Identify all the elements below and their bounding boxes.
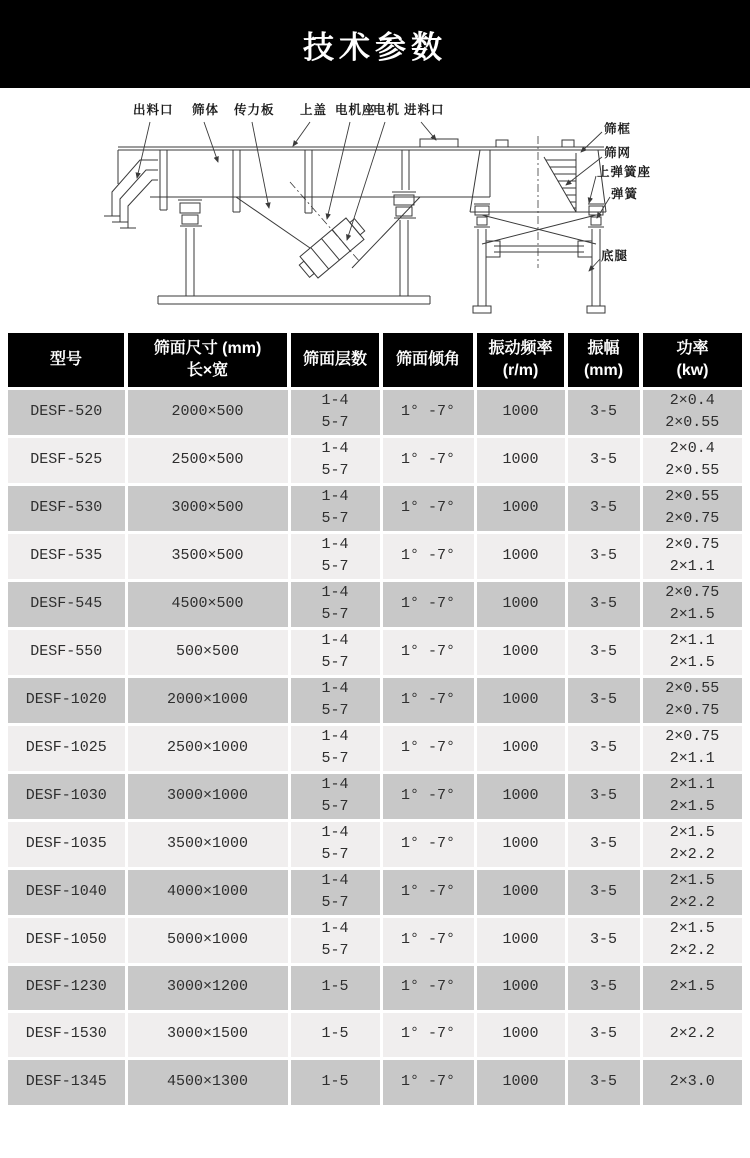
cell-angle: 1° -7° xyxy=(381,1058,475,1105)
cell-model: DESF-545 xyxy=(30,594,103,612)
diagram-label-motor-base: 电机座 xyxy=(335,103,376,117)
cell-amp: 3-5 xyxy=(566,676,641,724)
cell-size: 4500×500 xyxy=(126,580,289,628)
cell-model: DESF-1020 xyxy=(25,690,107,708)
cell-layers: 1-4 5-7 xyxy=(289,580,381,628)
cell-power: 2×3.0 xyxy=(641,1058,742,1105)
cell-freq: 1000 xyxy=(475,676,566,724)
cell-size: 3500×500 xyxy=(126,532,289,580)
machine-structure-diagram xyxy=(0,88,750,333)
diagram-label-force-plate: 传力板 xyxy=(234,103,275,117)
cell-power: 2×0.55 2×0.75 xyxy=(641,676,742,724)
cell-size: 5000×1000 xyxy=(126,916,289,964)
cell-model: DESF-1050 xyxy=(25,930,107,948)
table-row xyxy=(8,772,742,820)
table-row xyxy=(8,916,742,964)
cell-angle: 1° -7° xyxy=(381,580,475,628)
cell-model: DESF-1530 xyxy=(25,1025,107,1043)
table-row xyxy=(8,868,742,916)
table-row xyxy=(8,676,742,724)
cell-freq: 1000 xyxy=(475,1058,566,1105)
diagram-label-top-cover: 上盖 xyxy=(300,103,328,117)
cell-power: 2×1.5 2×2.2 xyxy=(641,868,742,916)
spec-table xyxy=(8,333,742,1105)
cell-size: 2500×500 xyxy=(126,436,289,484)
cell-amp: 3-5 xyxy=(566,1011,641,1058)
cell-amp: 3-5 xyxy=(566,580,641,628)
spec-table-body xyxy=(8,388,742,1105)
cell-angle: 1° -7° xyxy=(381,484,475,532)
cell-layers: 1-4 5-7 xyxy=(289,868,381,916)
diagram-label-upper-spring-seat: 上弹簧座 xyxy=(597,165,652,179)
page-title-banner xyxy=(0,0,750,88)
diagram-label-screen-mesh: 筛网 xyxy=(604,146,632,160)
table-row xyxy=(8,724,742,772)
cell-power: 2×0.4 2×0.55 xyxy=(641,436,742,484)
cell-power: 2×0.75 2×1.5 xyxy=(641,580,742,628)
cell-power: 2×2.2 xyxy=(641,1011,742,1058)
cell-freq: 1000 xyxy=(475,820,566,868)
cell-freq: 1000 xyxy=(475,1011,566,1058)
cell-size: 4000×1000 xyxy=(126,868,289,916)
cell-angle: 1° -7° xyxy=(381,388,475,436)
diagram-label-discharge-port: 出料口 xyxy=(133,103,174,117)
cell-amp: 3-5 xyxy=(566,1058,641,1105)
cell-freq: 1000 xyxy=(475,772,566,820)
table-row xyxy=(8,436,742,484)
cell-amp: 3-5 xyxy=(566,436,641,484)
cell-freq: 1000 xyxy=(475,580,566,628)
page-title: 技术参数 xyxy=(303,29,447,65)
cell-model: DESF-535 xyxy=(30,546,103,564)
cell-model: DESF-1040 xyxy=(25,882,107,900)
diagram-label-screen-frame: 筛框 xyxy=(604,122,632,136)
cell-freq: 1000 xyxy=(475,724,566,772)
col-header-power: 功率 (kw) xyxy=(641,333,742,388)
cell-freq: 1000 xyxy=(475,532,566,580)
cell-layers: 1-5 xyxy=(289,964,381,1011)
table-row xyxy=(8,484,742,532)
cell-freq: 1000 xyxy=(475,964,566,1011)
vibrating-screen-drawing xyxy=(0,88,750,333)
col-header-size: 筛面尺寸 (mm) 长×宽 xyxy=(126,333,289,388)
cell-freq: 1000 xyxy=(475,484,566,532)
col-header-frequency: 振动频率 (r/m) xyxy=(475,333,566,388)
cell-size: 3000×500 xyxy=(126,484,289,532)
cell-layers: 1-4 5-7 xyxy=(289,916,381,964)
table-row xyxy=(8,1058,742,1105)
col-header-model: 型号 xyxy=(8,333,126,388)
cell-layers: 1-4 5-7 xyxy=(289,484,381,532)
table-row xyxy=(8,580,742,628)
cell-model: DESF-1025 xyxy=(25,738,107,756)
cell-amp: 3-5 xyxy=(566,388,641,436)
cell-angle: 1° -7° xyxy=(381,436,475,484)
cell-power: 2×1.1 2×1.5 xyxy=(641,772,742,820)
cell-layers: 1-5 xyxy=(289,1058,381,1105)
col-header-layers: 筛面层数 xyxy=(289,333,381,388)
cell-amp: 3-5 xyxy=(566,964,641,1011)
col-header-angle: 筛面倾角 xyxy=(381,333,475,388)
table-row xyxy=(8,628,742,676)
cell-power: 2×1.5 xyxy=(641,964,742,1011)
cell-model: DESF-525 xyxy=(30,450,103,468)
diagram-label-spring: 弹簧 xyxy=(611,187,639,201)
cell-model: DESF-530 xyxy=(30,498,103,516)
cell-angle: 1° -7° xyxy=(381,916,475,964)
cell-freq: 1000 xyxy=(475,388,566,436)
spec-table-header xyxy=(8,333,742,388)
cell-freq: 1000 xyxy=(475,868,566,916)
cell-model: DESF-1230 xyxy=(25,978,107,996)
cell-size: 3500×1000 xyxy=(126,820,289,868)
table-row xyxy=(8,388,742,436)
cell-power: 2×0.75 2×1.1 xyxy=(641,532,742,580)
cell-layers: 1-4 5-7 xyxy=(289,820,381,868)
cell-amp: 3-5 xyxy=(566,772,641,820)
cell-power: 2×1.1 2×1.5 xyxy=(641,628,742,676)
cell-layers: 1-4 5-7 xyxy=(289,724,381,772)
cell-model: DESF-550 xyxy=(30,642,103,660)
cell-angle: 1° -7° xyxy=(381,1011,475,1058)
cell-layers: 1-4 5-7 xyxy=(289,388,381,436)
cell-amp: 3-5 xyxy=(566,724,641,772)
diagram-label-screen-body: 筛体 xyxy=(192,103,220,117)
cell-size: 500×500 xyxy=(126,628,289,676)
cell-power: 2×1.5 2×2.2 xyxy=(641,820,742,868)
cell-angle: 1° -7° xyxy=(381,676,475,724)
cell-layers: 1-4 5-7 xyxy=(289,436,381,484)
cell-angle: 1° -7° xyxy=(381,724,475,772)
cell-amp: 3-5 xyxy=(566,868,641,916)
cell-angle: 1° -7° xyxy=(381,964,475,1011)
cell-amp: 3-5 xyxy=(566,484,641,532)
cell-size: 2000×1000 xyxy=(126,676,289,724)
diagram-label-feed-port: 进料口 xyxy=(404,103,445,117)
cell-power: 2×0.75 2×1.1 xyxy=(641,724,742,772)
cell-power: 2×1.5 2×2.2 xyxy=(641,916,742,964)
cell-amp: 3-5 xyxy=(566,820,641,868)
cell-layers: 1-4 5-7 xyxy=(289,628,381,676)
cell-angle: 1° -7° xyxy=(381,628,475,676)
cell-layers: 1-5 xyxy=(289,1011,381,1058)
cell-layers: 1-4 5-7 xyxy=(289,532,381,580)
cell-freq: 1000 xyxy=(475,628,566,676)
table-row xyxy=(8,964,742,1011)
cell-freq: 1000 xyxy=(475,436,566,484)
cell-size: 3000×1000 xyxy=(126,772,289,820)
cell-angle: 1° -7° xyxy=(381,772,475,820)
cell-angle: 1° -7° xyxy=(381,868,475,916)
cell-angle: 1° -7° xyxy=(381,532,475,580)
cell-amp: 3-5 xyxy=(566,628,641,676)
cell-amp: 3-5 xyxy=(566,532,641,580)
cell-freq: 1000 xyxy=(475,916,566,964)
cell-size: 2500×1000 xyxy=(126,724,289,772)
cell-amp: 3-5 xyxy=(566,916,641,964)
cell-model: DESF-1030 xyxy=(25,786,107,804)
cell-power: 2×0.55 2×0.75 xyxy=(641,484,742,532)
cell-angle: 1° -7° xyxy=(381,820,475,868)
table-row xyxy=(8,532,742,580)
cell-power: 2×0.4 2×0.55 xyxy=(641,388,742,436)
cell-model: DESF-1035 xyxy=(25,834,107,852)
cell-model: DESF-520 xyxy=(30,402,103,420)
cell-layers: 1-4 5-7 xyxy=(289,676,381,724)
cell-layers: 1-4 5-7 xyxy=(289,772,381,820)
cell-size: 3000×1500 xyxy=(126,1011,289,1058)
cell-size: 3000×1200 xyxy=(126,964,289,1011)
cell-size: 2000×500 xyxy=(126,388,289,436)
table-row xyxy=(8,820,742,868)
diagram-label-bottom-leg: 底腿 xyxy=(601,249,629,263)
table-row xyxy=(8,1011,742,1058)
diagram-label-motor: 电机 xyxy=(373,103,401,117)
cell-size: 4500×1300 xyxy=(126,1058,289,1105)
col-header-amplitude: 振幅 (mm) xyxy=(566,333,641,388)
cell-model: DESF-1345 xyxy=(25,1073,107,1090)
